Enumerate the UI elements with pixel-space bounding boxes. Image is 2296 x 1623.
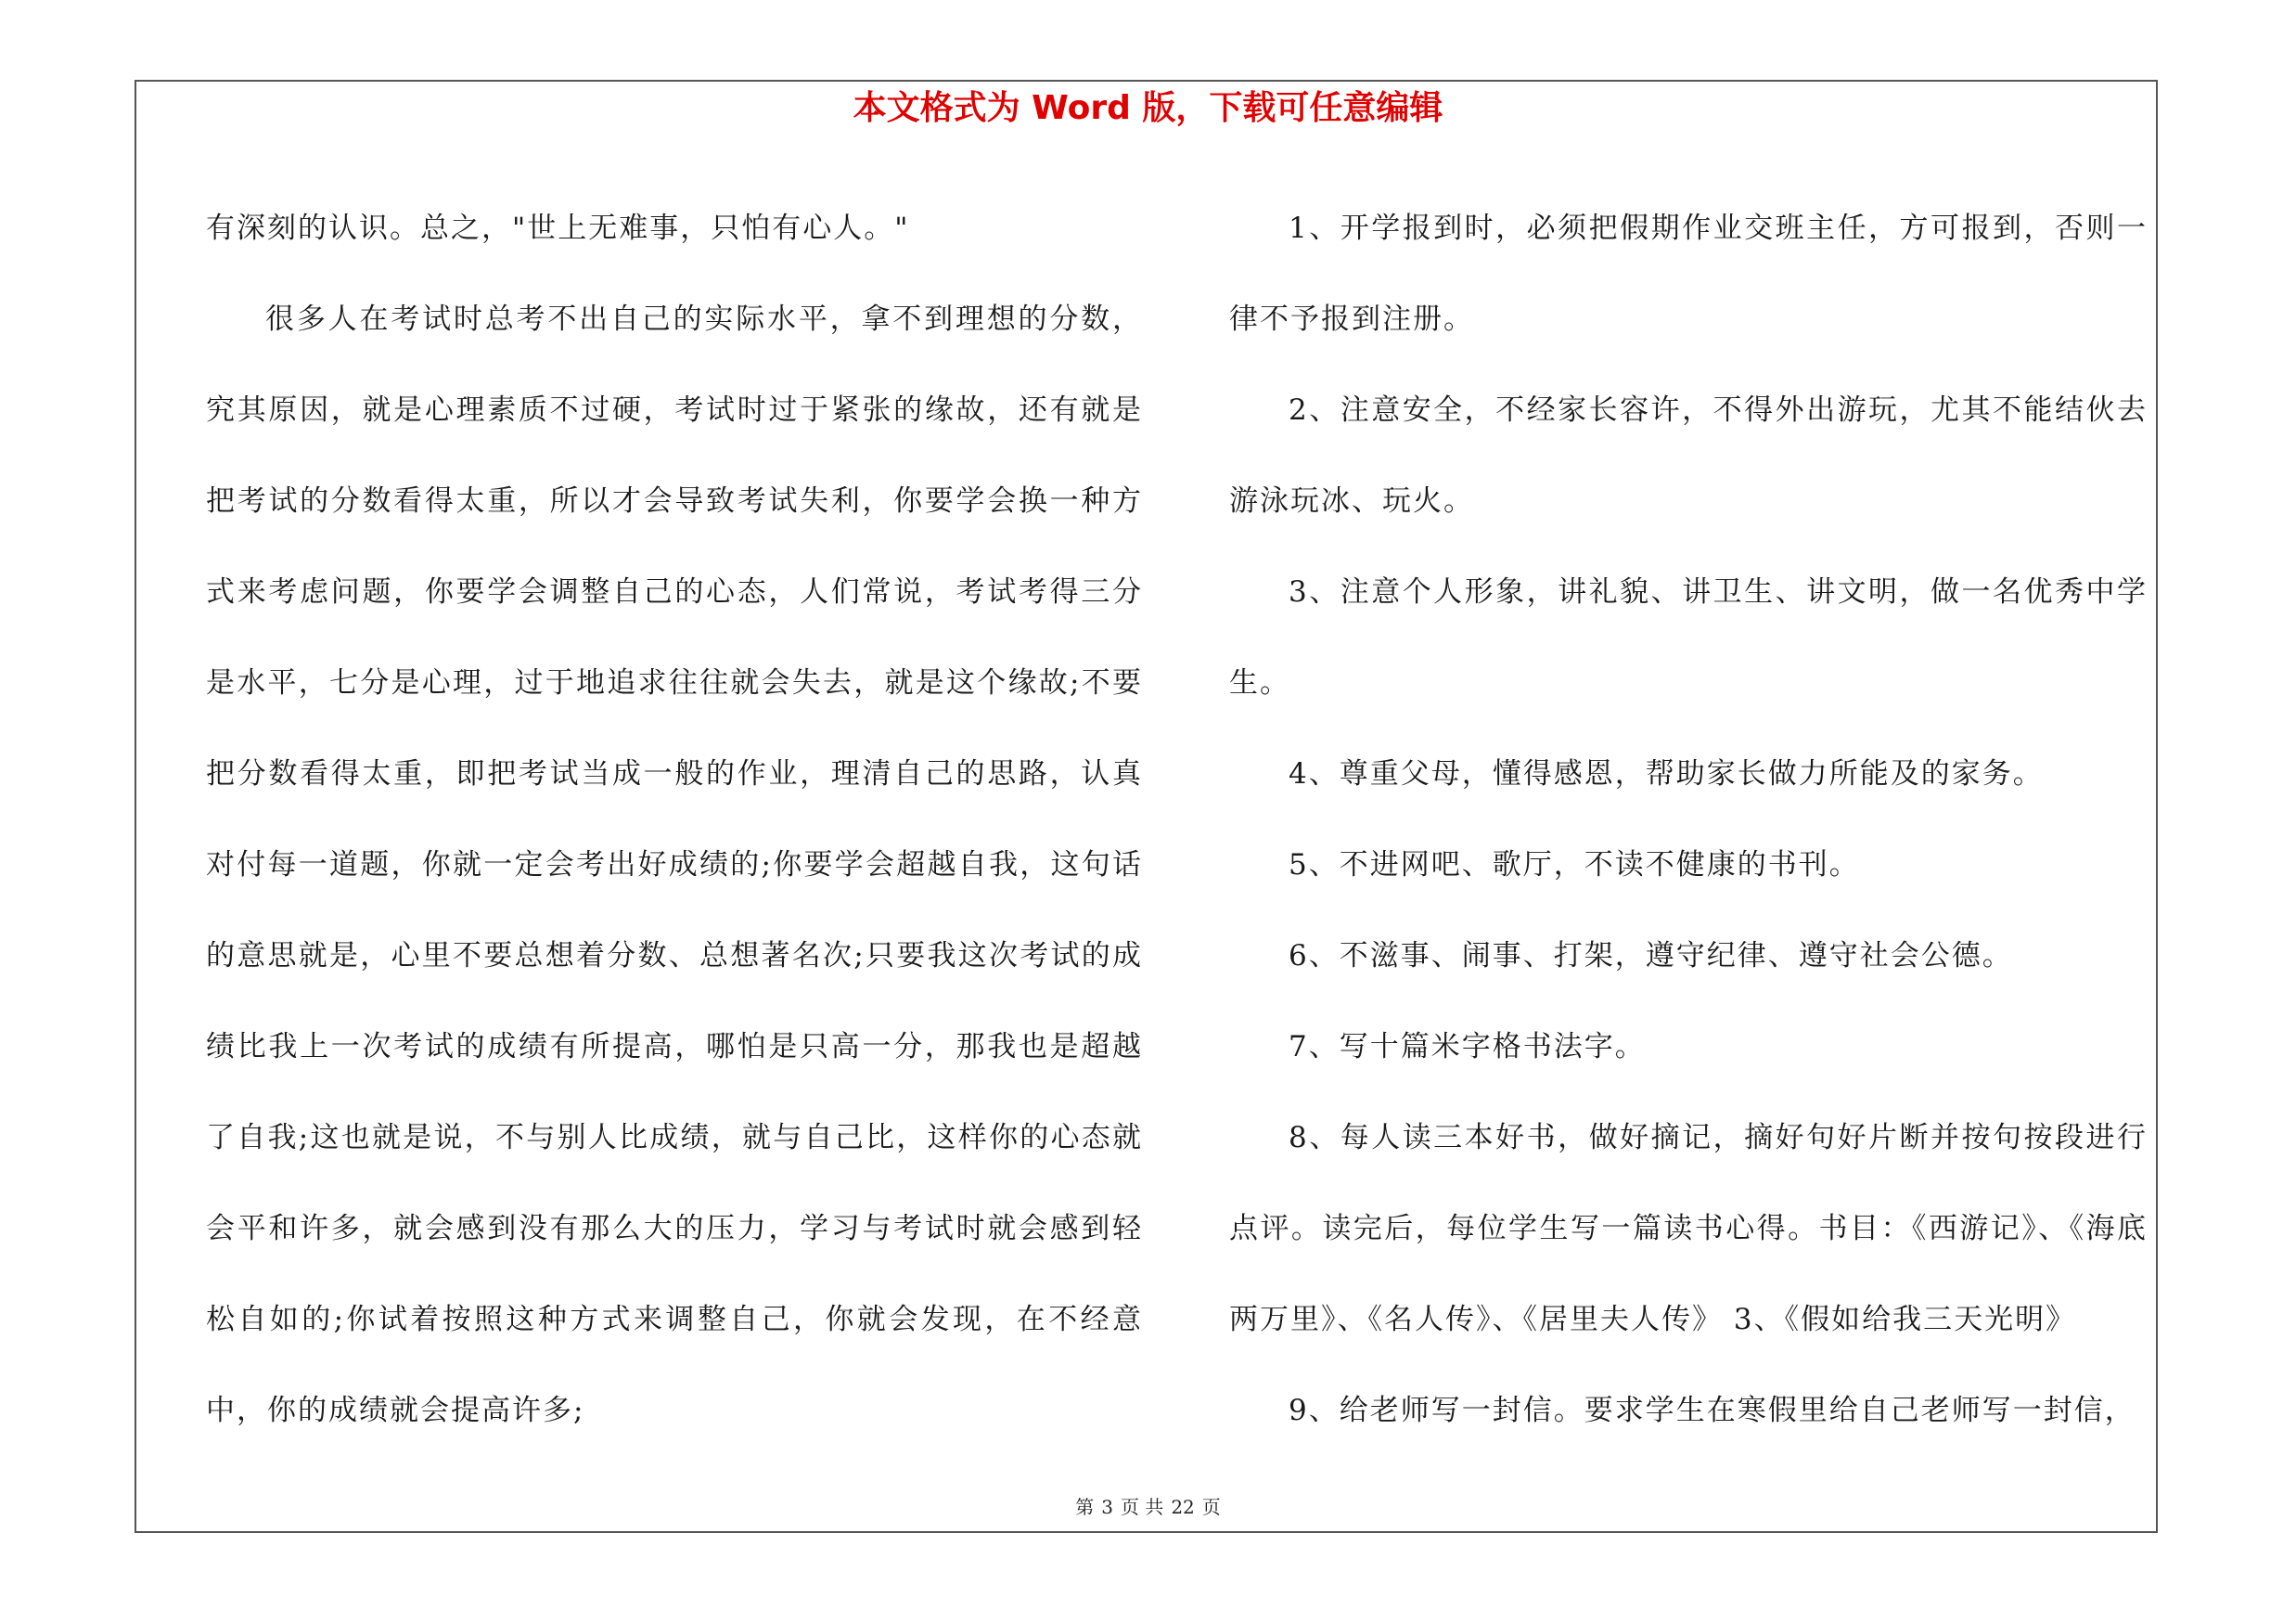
paragraph: 8、每人读三本好书，做好摘记，摘好句好片断并按句按段进行点评。读完后，每位学生写一篇读书心得。书目：《西游记》、《海底两万里》、《名人传》、《居里夫人传》 3、《假如给我三天光明》 bbox=[1229, 1121, 2148, 1336]
paragraph: 9、给老师写一封信。要求学生在寒假里给自己老师写一封信， bbox=[1289, 1394, 2136, 1427]
left-column bbox=[206, 183, 1143, 1456]
paragraph: 有深刻的认识。总之，"世上无难事，只怕有心人。" bbox=[206, 212, 910, 245]
paragraph: 5、不进网吧、歌厅，不读不健康的书刊。 bbox=[1289, 848, 1860, 882]
paragraph: 4、尊重父母，懂得感恩，帮助家长做力所能及的家务。 bbox=[1289, 757, 2044, 791]
paragraph: 7、写十篇米字格书法字。 bbox=[1289, 1030, 1646, 1063]
format-banner: 本文格式为 Word 版，下载可任意编辑 bbox=[853, 89, 1443, 127]
footer-total-pages: 22 bbox=[1171, 1496, 1195, 1518]
footer-middle: 页 共 bbox=[1120, 1496, 1164, 1518]
paragraph: 很多人在考试时总考不出自己的实际水平，拿不到理想的分数，究其原因，就是心理素质不过硬，考试时过于紧张的缘故，还有就是把考试的分数看得太重，所以才会导致考试失利，你要学会换一种方式来考虑问题，你要学会调整自己的心态，人们常说，考试考得三分是水平，七分是心理，过于地追求往往就会失去，就是这个缘故;不要把分数看得太重，即把考试当成一般的作业，理清自己的思路，认真对付每一道题，你就一定会考出好成绩的;你要学会超越自我，这句话的意思就是，心里不要总想着分数、总想著名次;只要我这次考试的成绩比我上一次考试的成绩有所提高，哪怕是只高一分，那我也是超越了自我;这也就是说，不与别人比成绩，就与自己比，这样你的心态就会平和许多，就会感到没有那么大的压力，学习与考试时就会感到轻松自如的;你试着按照这种方式来调整自己，你就会发现，在不经意中，你的成绩就会提高许多; bbox=[206, 303, 1143, 1427]
paragraph: 1、开学报到时，必须把假期作业交班主任，方可报到，否则一律不予报到注册。 bbox=[1229, 212, 2148, 336]
paragraph: 2、注意安全，不经家长容许，不得外出游玩，尤其不能结伙去游泳玩冰、玩火。 bbox=[1229, 393, 2148, 518]
right-column bbox=[1229, 183, 2148, 1456]
paragraph: 6、不滋事、闹事、打架，遵守纪律、遵守社会公德。 bbox=[1289, 939, 2013, 973]
footer-prefix: 第 bbox=[1075, 1496, 1095, 1518]
footer-page-number: 3 bbox=[1101, 1496, 1113, 1518]
page-footer bbox=[0, 1494, 2296, 1520]
paragraph: 3、注意个人形象，讲礼貌、讲卫生、讲文明，做一名优秀中学生。 bbox=[1229, 575, 2148, 700]
footer-suffix: 页 bbox=[1201, 1496, 1221, 1518]
